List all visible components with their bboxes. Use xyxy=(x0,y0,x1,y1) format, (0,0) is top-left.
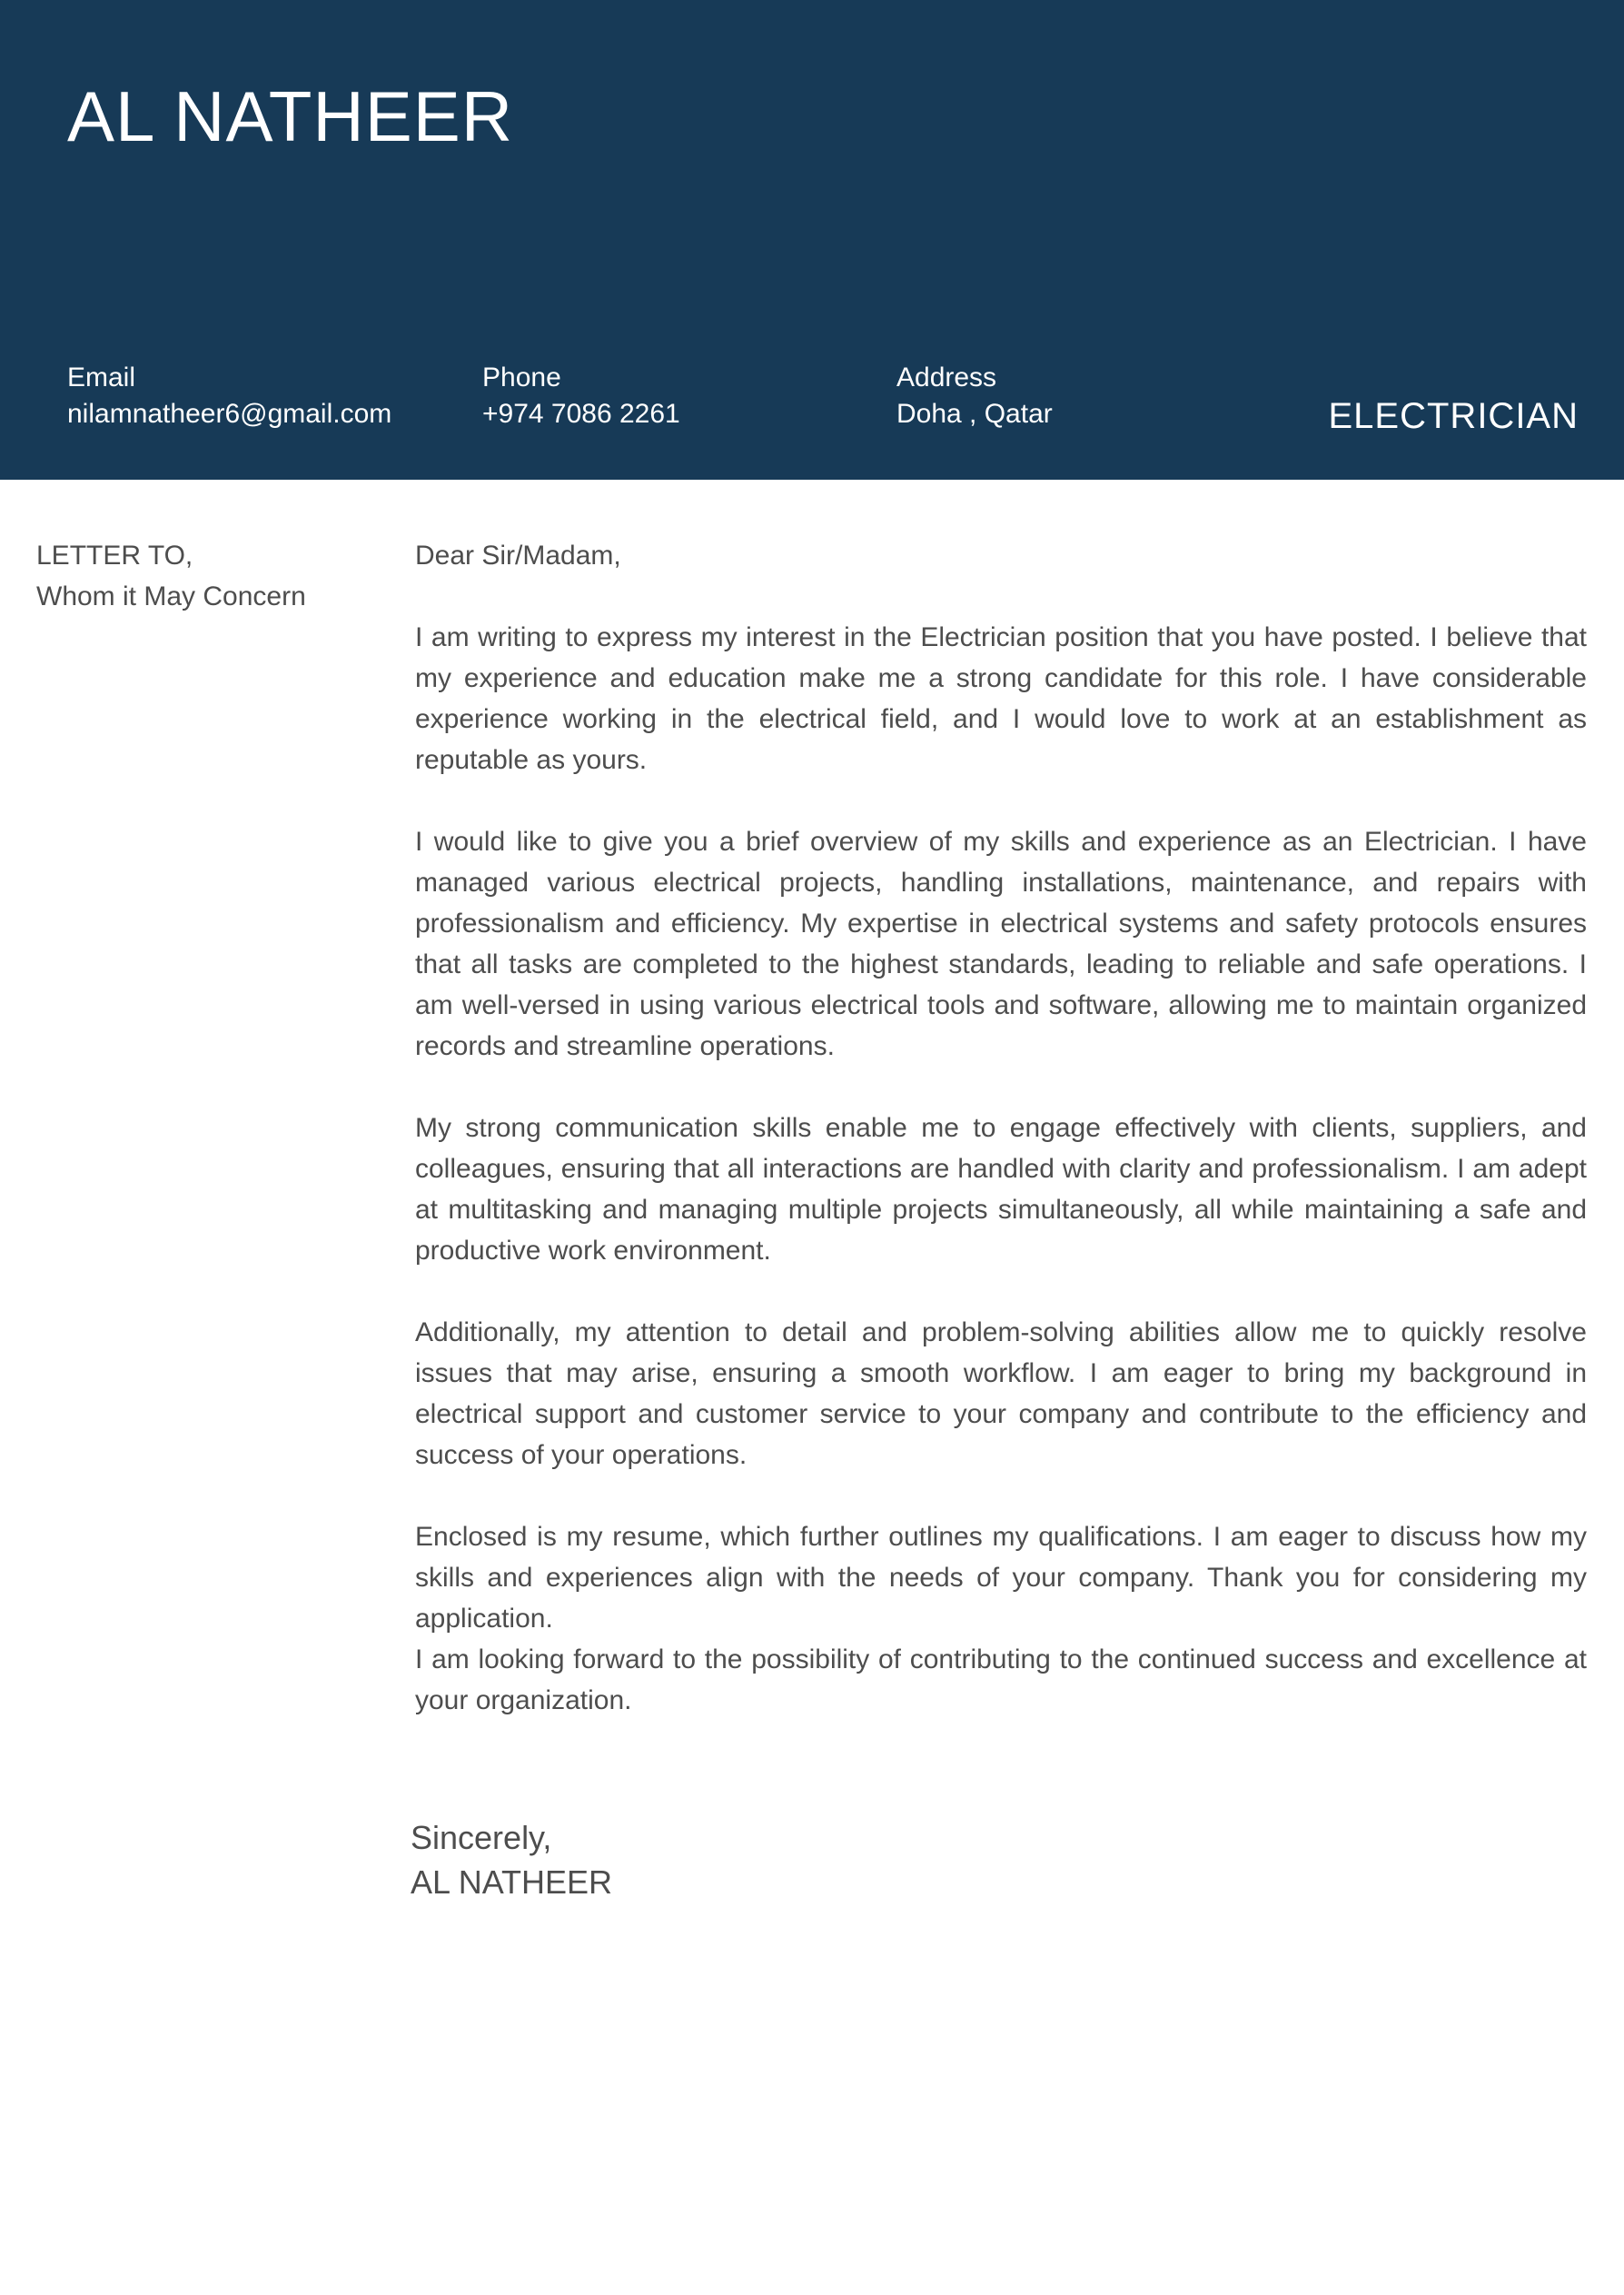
letter-paragraph-2: I would like to give you a brief overview of my skills and experience as an Electrician. I have managed various electrical projects, handling installations, maintenance, and repairs with professionalism and efficiency. My expertise in electrical systems and safety protocols ensures that all tasks are completed to the highest standards, leading to reliable and safe operations. I am well-versed in using various electrical tools and software, allowing me to maintain organized records and streamline operations. xyxy=(415,827,1587,1061)
letter-paragraph-3: My strong communication skills enable me to engage effectively with clients, suppliers, and colleagues, ensuring that all interactions are handled with clarity and professionalism. I am adept at multitasking and managing multiple projects simultaneously, all while maintaining a safe and productive work environment. xyxy=(415,1113,1587,1266)
closing-salutation: Sincerely, xyxy=(411,1819,552,1856)
letter-greeting: Dear Sir/Madam, xyxy=(415,541,621,571)
letter-closing xyxy=(411,1815,612,1904)
contact-address xyxy=(896,360,1053,432)
email-label: Email xyxy=(67,363,136,392)
address-value: Doha , Qatar xyxy=(896,399,1053,429)
letter-paragraph-1: I am writing to express my interest in the Electrician position that you have posted. I believe that my experience and education make me a strong candidate for this role. I have considerable experience working in the electrical field, and I would love to work at an establishment as reputable as yours. xyxy=(415,622,1587,775)
letter-paragraph-4: Additionally, my attention to detail and problem-solving abilities allow me to quickly resolve issues that may arise, ensuring a smooth workflow. I am eager to bring my background in electrical support and customer service to your company and contribute to the efficiency and success of your operations. xyxy=(415,1317,1587,1470)
address-label: Address xyxy=(896,363,997,392)
letter-paragraph-5: Enclosed is my resume, which further outlines my qualifications. I am eager to discuss how my skills and experiences align with the needs of your company. Thank you for considering my application. xyxy=(415,1522,1587,1634)
contact-email xyxy=(67,360,391,432)
recipient-block xyxy=(36,535,306,617)
contact-phone xyxy=(482,360,680,432)
recipient-line-1: LETTER TO, xyxy=(36,541,193,571)
letter-paragraph-6: I am looking forward to the possibility of contributing to the continued success and excellence at your organization. xyxy=(415,1644,1587,1715)
applicant-name: AL NATHEER xyxy=(67,76,514,156)
header-banner xyxy=(0,0,1624,480)
letter-body xyxy=(415,535,1587,1721)
phone-value: +974 7086 2261 xyxy=(482,399,680,429)
closing-signature-name: AL NATHEER xyxy=(411,1863,613,1901)
job-title: ELECTRICIAN xyxy=(1328,396,1579,436)
recipient-line-2: Whom it May Concern xyxy=(36,581,306,611)
phone-label: Phone xyxy=(482,363,561,392)
email-value: nilamnatheer6@gmail.com xyxy=(67,399,392,429)
